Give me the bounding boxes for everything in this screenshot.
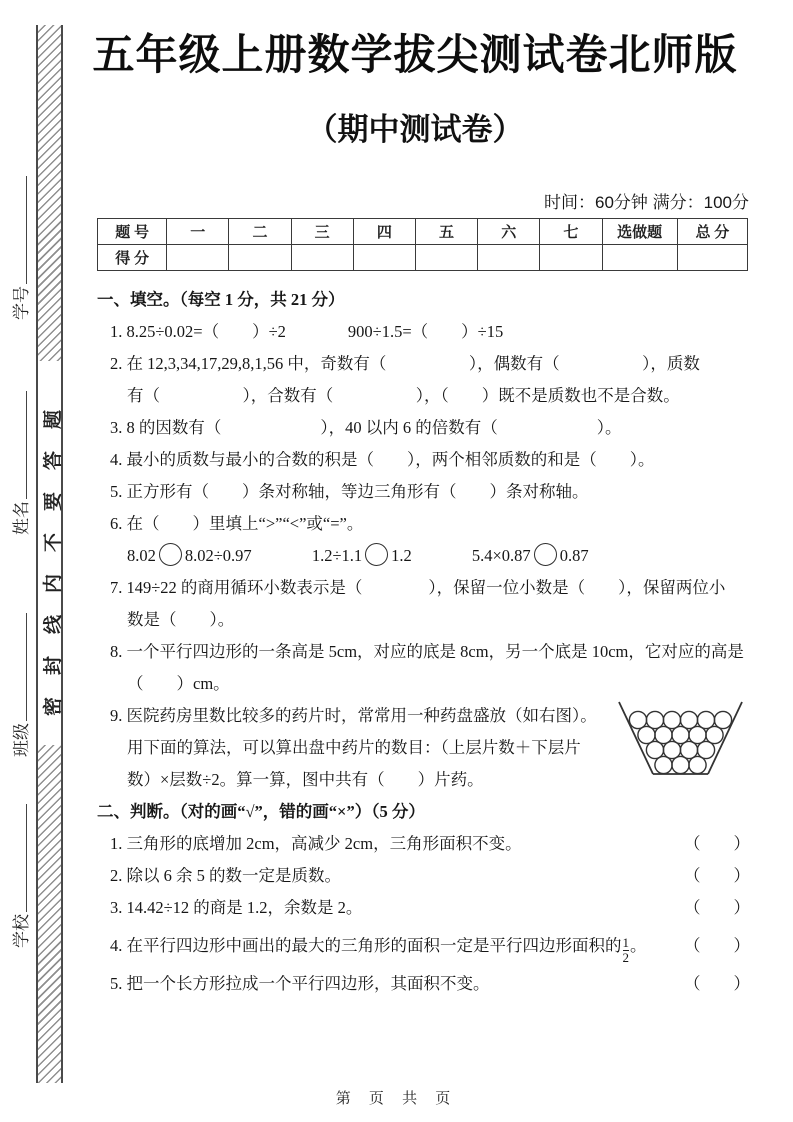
seal-line-text: 密封线内不要答题 xyxy=(43,388,64,717)
student-id-label: 学号 xyxy=(12,286,31,320)
fill-q1-part-a: 1. 8.25÷0.02=（ ）÷2 xyxy=(110,322,286,341)
judge-question-2 xyxy=(97,860,750,892)
hatch-pattern-top xyxy=(38,25,61,361)
school-label: 学校 xyxy=(12,914,31,948)
class-field xyxy=(7,577,33,757)
score-cell xyxy=(167,245,229,271)
score-cell xyxy=(353,245,415,271)
score-table-header-row xyxy=(98,219,748,245)
judge-question-3 xyxy=(97,892,750,924)
school-field xyxy=(7,768,33,948)
header-total: 总 分 xyxy=(677,219,747,245)
header-col-6: 六 xyxy=(478,219,540,245)
fill-question-2-line1: 2. 在 12,3,34,17,29,8,1,56 中，奇数有（ ），偶数有（ ），质数 xyxy=(110,354,700,373)
judge-question-5 xyxy=(97,968,750,1000)
fill-question-8-line1: 8. 一个平行四边形的一条高是 5cm，对应的底是 8cm，另一个底是 10cm，它对应的高是 xyxy=(110,642,744,661)
header-question-number: 题 号 xyxy=(98,219,167,245)
section1-title: 一、填空。（每空 1 分，共 21 分） xyxy=(97,290,345,309)
fraction-numerator: 1 xyxy=(622,935,629,951)
judge-q1-answer-blank: （ ） xyxy=(684,834,750,853)
header-col-5: 五 xyxy=(415,219,477,245)
judge-q3-answer-blank: （ ） xyxy=(684,898,750,917)
comparison-1-right: 8.02÷0.97 xyxy=(184,546,252,565)
fill-question-4: 4. 最小的质数与最小的合数的积是（ ），两个相邻质数的和是（ ）。 xyxy=(110,450,655,469)
header-col-7: 七 xyxy=(540,219,602,245)
header-optional: 选做题 xyxy=(602,219,677,245)
score-cell xyxy=(229,245,291,271)
header-col-1: 一 xyxy=(167,219,229,245)
fill-question-6: 6. 在（ ）里填上“>”“<”或“=”。 xyxy=(110,514,364,533)
fill-question-2-line2: 有（ ），合数有（ ），（ ）既不是质数也不是合数。 xyxy=(127,386,680,405)
score-cell xyxy=(540,245,602,271)
class-label: 班级 xyxy=(12,723,31,757)
fill-question-7-line2: 数是（ ）。 xyxy=(127,610,235,629)
fill-question-9-line2: 用下面的算法，可以算出盘中药片的数目：（上层片数＋下层片 xyxy=(127,738,581,757)
one-half-fraction xyxy=(623,936,630,964)
header-col-4: 四 xyxy=(353,219,415,245)
score-table-score-row xyxy=(98,245,748,271)
comparison-1-left: 8.02 xyxy=(127,546,156,565)
pill-circles xyxy=(629,711,731,773)
comparison-2 xyxy=(312,540,412,572)
judge-question-1 xyxy=(97,828,750,860)
comparison-3-left: 5.4×0.87 xyxy=(471,546,531,565)
judge-q5-text: 5. 把一个长方形拉成一个平行四边形，其面积不变。 xyxy=(110,974,490,993)
fill-question-9-line1: 9. 医院药房里数比较多的药片时，常常用一种药盘盛放（如右图）。 xyxy=(110,706,597,725)
page-footer: 第 页 共 页 xyxy=(335,1090,458,1107)
fill-question-1 xyxy=(97,316,750,348)
comparison-3-right: 0.87 xyxy=(559,546,589,565)
comparison-2-right: 1.2 xyxy=(391,546,412,565)
student-id-blank-line xyxy=(9,176,27,284)
comparison-circle xyxy=(534,543,557,566)
judge-q4-prefix: 4. 在平行四边形中画出的最大的三角形的面积一定是平行四边形面积的 xyxy=(110,936,622,955)
score-cell xyxy=(415,245,477,271)
student-id-field xyxy=(7,140,33,320)
score-cell xyxy=(478,245,540,271)
pill-tray-illustration xyxy=(613,696,749,782)
judge-q4-answer-blank: （ ） xyxy=(684,936,750,955)
section2-title: 二、判断。（对的画“√”，错的画“×”）（5 分） xyxy=(97,802,425,821)
header-col-2: 二 xyxy=(229,219,291,245)
score-cell xyxy=(602,245,677,271)
score-row-label: 得 分 xyxy=(98,245,167,271)
comparison-circle xyxy=(365,543,388,566)
page-title: 五年级上册数学拔尖测试卷北师版 xyxy=(92,31,738,78)
exam-body xyxy=(97,284,750,1000)
comparison-2-left: 1.2÷1.1 xyxy=(311,546,363,565)
hatch-pattern-bottom xyxy=(38,745,61,1083)
fill-question-9-line3: 数）×层数÷2。算一算，图中共有（ ）片药。 xyxy=(127,770,484,789)
header-col-3: 三 xyxy=(291,219,353,245)
fill-question-7-line1: 7. 149÷22 的商用循环小数表示是（ ），保留一位小数是（ ），保留两位小 xyxy=(110,578,726,597)
fill-question-3: 3. 8 的因数有（ ），40 以内 6 的倍数有（ ）。 xyxy=(110,418,622,437)
name-blank-line xyxy=(9,391,27,499)
judge-q4-suffix: 。 xyxy=(630,936,647,955)
name-field xyxy=(7,355,33,535)
time-score-info: 时间：60分钟 满分：100分 xyxy=(544,193,749,212)
fill-question-8-line2: （ ）cm。 xyxy=(127,674,230,693)
judge-q2-text: 2. 除以 6 余 5 的数一定是质数。 xyxy=(110,866,341,885)
judge-question-4 xyxy=(97,924,750,968)
school-blank-line xyxy=(9,804,27,912)
fill-q1-part-b: 900÷1.5=（ ）÷15 xyxy=(347,322,504,341)
judge-q2-answer-blank: （ ） xyxy=(684,866,750,885)
name-label: 姓名 xyxy=(12,501,31,535)
score-cell xyxy=(677,245,747,271)
score-cell xyxy=(291,245,353,271)
judge-q4-text xyxy=(110,924,647,968)
comparison-3 xyxy=(472,540,589,572)
fill-q6-comparisons xyxy=(97,540,750,572)
score-table xyxy=(97,218,748,271)
comparison-1 xyxy=(127,540,252,572)
judge-q1-text: 1. 三角形的底增加 2cm，高减少 2cm，三角形面积不变。 xyxy=(110,834,522,853)
class-blank-line xyxy=(9,613,27,721)
page-subtitle: （期中测试卷） xyxy=(306,112,524,147)
fill-question-5: 5. 正方形有（ ）条对称轴，等边三角形有（ ）条对称轴。 xyxy=(110,482,589,501)
comparison-circle xyxy=(159,543,182,566)
fraction-denominator: 2 xyxy=(622,950,629,965)
judge-q3-text: 3. 14.42÷12 的商是 1.2，余数是 2。 xyxy=(110,898,363,917)
judge-q5-answer-blank: （ ） xyxy=(684,974,750,993)
